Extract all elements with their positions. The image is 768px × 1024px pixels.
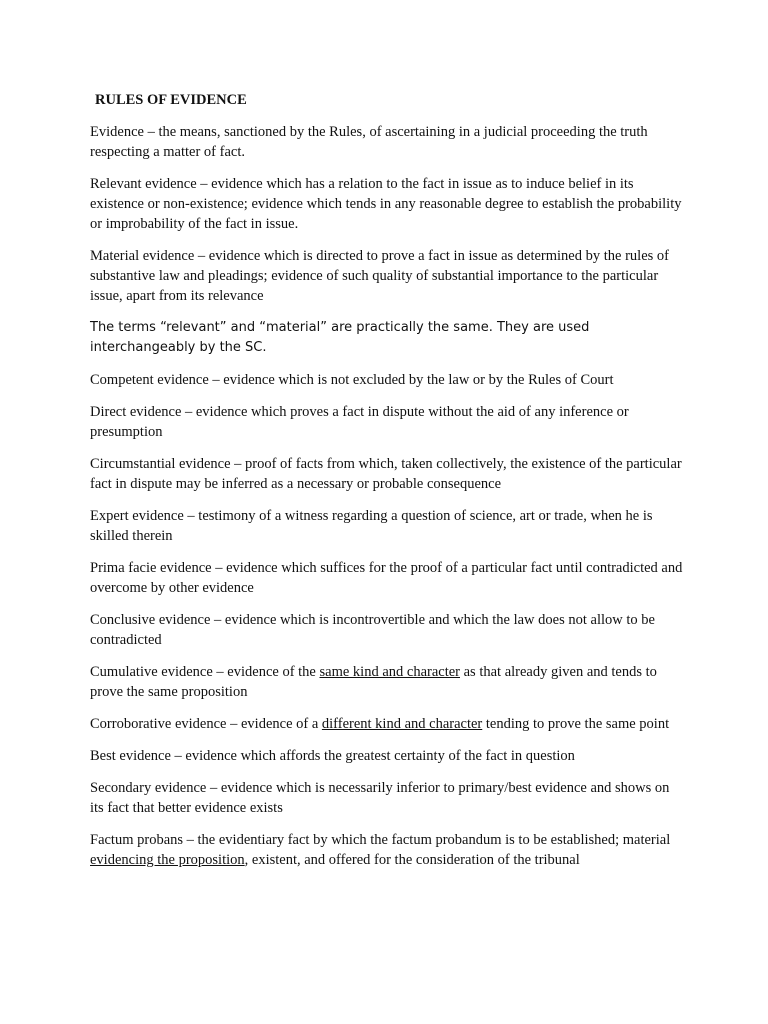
paragraph-text: The terms “relevant” and “material” are practically the same. They are used interchangeably by the SC. bbox=[90, 320, 590, 355]
paragraph-text: Corroborative evidence – evidence of a bbox=[90, 716, 322, 732]
paragraph-text: Prima facie evidence – evidence which suffices for the proof of a particular fact until contradicted and overcome by other evidence bbox=[90, 560, 683, 596]
paragraph-text: Circumstantial evidence – proof of facts from which, taken collectively, the existence of the particular fact in dispute may be inferred as a necessary or probable consequence bbox=[90, 456, 682, 492]
paragraph bbox=[90, 610, 685, 650]
paragraph-text: tending to prove the same point bbox=[482, 716, 670, 732]
paragraph-text: Best evidence – evidence which affords the greatest certainty of the fact in question bbox=[90, 748, 575, 764]
paragraph bbox=[90, 778, 685, 818]
paragraph-text: Competent evidence – evidence which is not excluded by the law or by the Rules of Court bbox=[90, 372, 614, 388]
paragraph-text: , existent, and offered for the consideration of the tribunal bbox=[244, 852, 580, 868]
paragraph-text: Direct evidence – evidence which proves a fact in dispute without the aid of any inference or presumption bbox=[90, 404, 629, 440]
paragraph bbox=[90, 402, 685, 442]
paragraph-text: Expert evidence – testimony of a witness regarding a question of science, art or trade, when he is skilled therein bbox=[90, 508, 653, 544]
paragraph bbox=[90, 830, 685, 870]
paragraph-text: Evidence – the means, sanctioned by the Rules, of ascertaining in a judicial proceeding the truth respecting a matter of fact. bbox=[90, 124, 648, 160]
paragraph bbox=[90, 714, 685, 734]
paragraph bbox=[90, 174, 685, 234]
underlined-text: evidencing the proposition bbox=[90, 852, 245, 868]
paragraph-text: Conclusive evidence – evidence which is incontrovertible and which the law does not allow to be contradicted bbox=[90, 612, 655, 648]
document-body bbox=[90, 90, 685, 882]
paragraph bbox=[90, 454, 685, 494]
paragraph-text: Material evidence – evidence which is directed to prove a fact in issue as determined by the rules of substantive law and pleadings; evidence of such quality of substantial importance to the particular issue, apart from its relevance bbox=[90, 248, 669, 304]
paragraph bbox=[90, 662, 685, 702]
paragraph-text: Cumulative evidence – evidence of the bbox=[90, 664, 320, 680]
paragraph bbox=[90, 506, 685, 546]
paragraph bbox=[90, 370, 685, 390]
paragraph-text: Factum probans – the evidentiary fact by which the factum probandum is to be established; material bbox=[90, 832, 671, 848]
paragraph bbox=[90, 122, 685, 162]
underlined-text: different kind and character bbox=[321, 716, 483, 732]
paragraph bbox=[90, 746, 685, 766]
underlined-text: same kind and character bbox=[319, 664, 460, 680]
paragraph-text: Secondary evidence – evidence which is necessarily inferior to primary/best evidence and shows on its fact that better evidence exists bbox=[90, 780, 670, 816]
document-title: RULES OF EVIDENCE bbox=[95, 92, 247, 108]
paragraph-text: as that already given and tends to prove the same proposition bbox=[90, 664, 657, 700]
paragraph bbox=[90, 246, 685, 306]
paragraph-text: Relevant evidence – evidence which has a relation to the fact in issue as to induce belief in its existence or non-existence; evidence which tends in any reasonable degree to establish the probability or improbability of the fact in issue. bbox=[90, 176, 682, 232]
paragraph-list bbox=[90, 122, 685, 870]
paragraph bbox=[90, 318, 685, 358]
paragraph bbox=[90, 558, 685, 598]
